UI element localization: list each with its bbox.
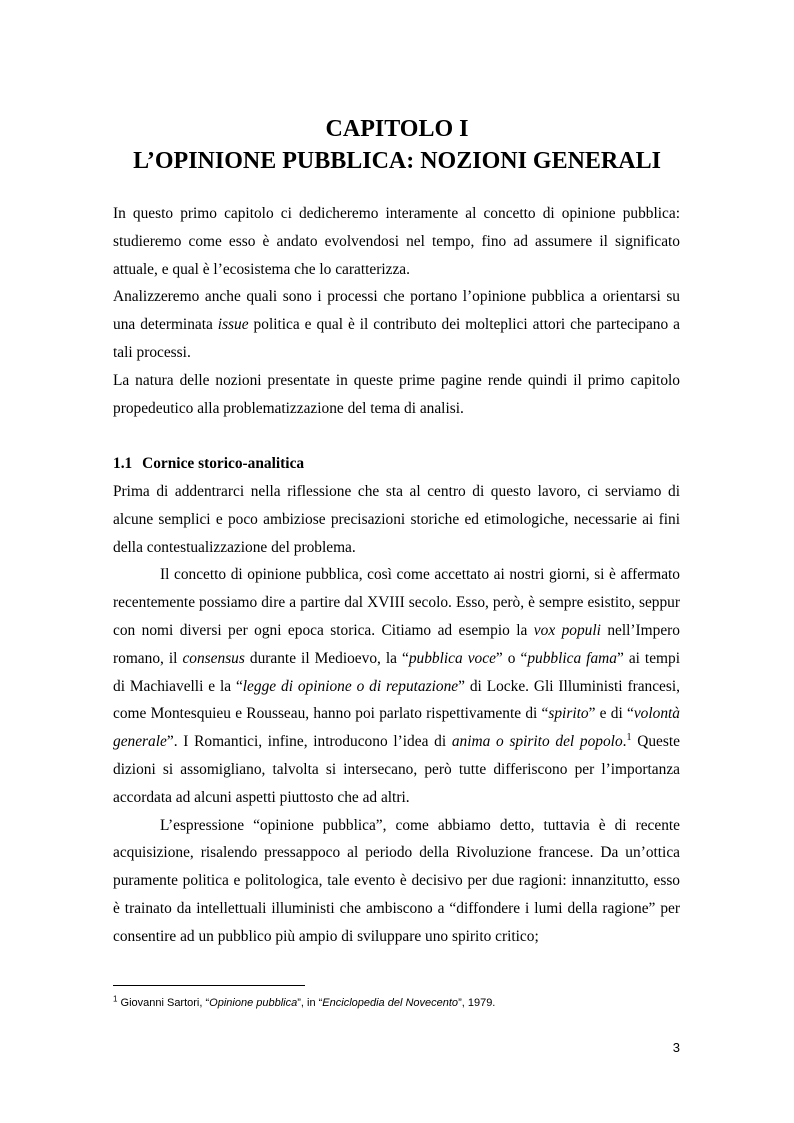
section-paragraph-1: Prima di addentrarci nella riflessione che sta al centro di questo lavoro, ci serviamo di alcune semplici e poco ambiziose precisazioni storiche ed etimologiche, necessarie ai fini della contestualizzazione del problema. [113, 483, 680, 556]
section-heading [113, 450, 304, 478]
footnote: $^1$ Giovanni Sartori, “Opinione pubblica”, in “Enciclopedia del Novecento”, 1979. [113, 994, 496, 1009]
intro-section [113, 200, 680, 422]
section-paragraph-2: Il concetto di opinione pubblica, così come accettato ai nostri giorni, si è affermato recentemente possiamo dire a partire dal XVIII secolo. Esso, però, è sempre esistito, seppur con nomi diversi per ogni epoca storica. Citiamo ad esempio la vox populi nell’Impero romano, il consensus durante il Medioevo, la “pubblica voce” o “pubblica fama” ai tempi di Machiavelli e la “legge di opinione o di reputazione” di Locke. Gli Illuministi francesi, come Montesquieu e Rousseau, hanno poi parlato rispettivamente di “spirito” e di “volontà generale”. I Romantici, infine, introducono l’idea di anima o spirito del popolo.$^1$ Queste dizioni si assomigliano, talvolta si intersecano, però tutte differiscono per l’importanza accordata ad alcuni aspetti piuttosto che ad altri. [113, 566, 681, 806]
issue-term: issue [217, 316, 249, 334]
page-number: 3 [672, 1040, 680, 1055]
footnote-divider [113, 985, 305, 986]
footnote-reference[interactable]: 1 [626, 732, 632, 744]
section-paragraph-3: L’espressione “opinione pubblica”, come abbiamo detto, tuttavia è di recente acquisizione, risalendo pressappoco al periodo della Rivoluzione francese. Da un’ottica puramente politica e politologica, tale evento è decisivo per due ragioni: innanzitutto, esso è trainato da intellettuali illuministi che ambiscono a “diffondere i lumi della ragione” per consentire ad un pubblico più ampio di sviluppare uno spirito critico; [113, 816, 680, 945]
section-number: 1.1 [113, 455, 133, 472]
section-title: Cornice storico-analitica [142, 455, 305, 472]
intro-paragraph-1: In questo primo capitolo ci dedicheremo interamente al concetto di opinione pubblica: studieremo come esso è andato evolvendosi nel tempo, fino ad assumere il significato attuale, e qual è l’ecosistema che lo caratterizza. [113, 205, 680, 278]
chapter-number-title: CAPITOLO I [325, 116, 469, 142]
footnote-marker: 1 [113, 994, 118, 1004]
chapter-title: L’OPINIONE PUBBLICA: NOZIONI GENERALI [133, 148, 661, 174]
intro-paragraph-3: La natura delle nozioni presentate in queste prime pagine rende quindi il primo capitolo propedeutico alla problematizzazione del tema di analisi. [113, 371, 680, 417]
intro-paragraph-2: Analizzeremo anche quali sono i processi che portano l’opinione pubblica a orientarsi su una determinata issue politica e qual è il contributo dei molteplici attori che partecipano a tali processi. [113, 288, 680, 361]
section-body [113, 478, 680, 951]
